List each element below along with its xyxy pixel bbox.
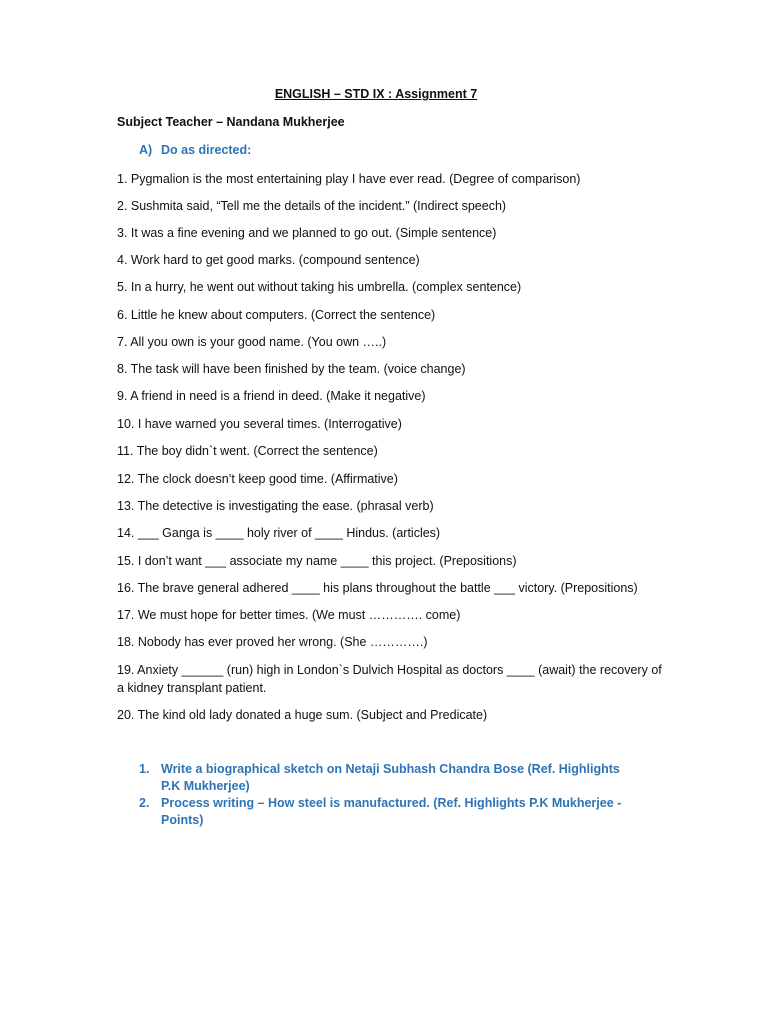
writing-task-item <box>139 795 639 829</box>
question-item: 20. The kind old lady donated a huge sum. (Subject and Predicate) <box>117 708 488 722</box>
question-item: 18. Nobody has ever proved her wrong. (She ………….) <box>117 635 428 649</box>
subject-teacher: Subject Teacher – Nandana Mukherjee <box>117 115 345 129</box>
question-item: 2. Sushmita said, “Tell me the details of the incident.” (Indirect speech) <box>117 199 507 213</box>
document-title: ENGLISH – STD IX : Assignment 7 <box>274 87 478 101</box>
question-item: 19. Anxiety ______ (run) high in London`s Dulvich Hospital as doctors ____ (await) the recovery of a kidney transplant patient. <box>117 663 662 695</box>
question-item: 10. I have warned you several times. (Interrogative) <box>117 417 402 431</box>
question-item: 6. Little he knew about computers. (Correct the sentence) <box>117 308 436 322</box>
question-item: 13. The detective is investigating the ease. (phrasal verb) <box>117 499 434 513</box>
question-item: 5. In a hurry, he went out without taking his umbrella. (complex sentence) <box>117 280 522 294</box>
question-item: 3. It was a fine evening and we planned to go out. (Simple sentence) <box>117 226 497 240</box>
writing-task-item <box>139 761 639 795</box>
section-label: Do as directed: <box>161 143 252 157</box>
question-item: 7. All you own is your good name. (You own …..) <box>117 335 387 349</box>
question-item: 1. Pygmalion is the most entertaining play I have ever read. (Degree of comparison) <box>117 172 581 186</box>
question-item: 9. A friend in need is a friend in deed. (Make it negative) <box>117 389 426 403</box>
question-item: 12. The clock doesn’t keep good time. (Affirmative) <box>117 472 398 486</box>
question-item: 4. Work hard to get good marks. (compound sentence) <box>117 253 420 267</box>
section-heading-a <box>139 143 251 157</box>
writing-task-number: 2. <box>139 796 150 810</box>
writing-task-text: Write a biographical sketch on Netaji Subhash Chandra Bose (Ref. Highlights P.K Mukherjee) <box>161 762 620 793</box>
question-item: 8. The task will have been finished by the team. (voice change) <box>117 362 466 376</box>
question-item: 15. I don’t want ___ associate my name ____ this project. (Prepositions) <box>117 554 517 568</box>
writing-task-text: Process writing – How steel is manufactured. (Ref. Highlights P.K Mukherjee - Points) <box>161 796 622 827</box>
question-item: 16. The brave general adhered ____ his plans throughout the battle ___ victory. (Prepositions) <box>117 581 638 595</box>
question-item: 14. ___ Ganga is ____ holy river of ____ Hindus. (articles) <box>117 526 441 540</box>
question-item: 11. The boy didn`t went. (Correct the sentence) <box>117 444 378 458</box>
section-marker: A) <box>139 143 153 157</box>
writing-tasks-list <box>139 761 639 829</box>
question-item: 17. We must hope for better times. (We must …………. come) <box>117 608 461 622</box>
writing-task-number: 1. <box>139 762 150 776</box>
